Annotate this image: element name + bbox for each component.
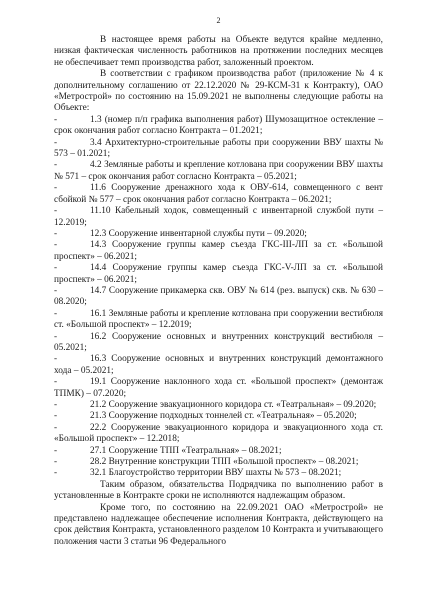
paragraph-intro: В настоящее время работы на Объекте ведутся крайне медленно, низкая фактическая численность работников на протяжении последних месяцев не обеспечивает темп производства работ, заложенный проектом. — [54, 35, 383, 68]
list-dash: - — [54, 206, 58, 217]
list-item-text: 32.1 Благоустройство территории ВВУ шахты № 573 – 08.2021; — [90, 468, 342, 479]
list-item — [54, 377, 383, 400]
list-item — [54, 332, 383, 355]
list-dash: - — [54, 400, 58, 410]
page-number: 2 — [216, 16, 221, 25]
list-item — [54, 286, 383, 309]
list-dash: - — [54, 137, 58, 148]
list-item — [54, 263, 383, 286]
list-item — [54, 446, 383, 457]
list-dash: - — [54, 422, 58, 433]
list-item-text: 28.2 Внутренние конструкции ТПП «Большой проспект» – 08.2021; — [90, 457, 359, 468]
list-dash: - — [54, 377, 58, 388]
list-item — [54, 468, 383, 479]
list-dash: - — [54, 160, 58, 171]
list-item — [54, 309, 383, 332]
list-item-text: 3.4 Архитектурно-строительные работы при сооружении ВВУ шахты № 573 – 01.2021; — [54, 137, 383, 160]
list-item — [54, 423, 383, 446]
list-item-text: 16.1 Земляные работы и крепление котлована при сооружении вестибюля ст. «Большой проспект» – 12.2019; — [54, 308, 383, 331]
list-dash: - — [54, 468, 58, 479]
list-item — [54, 240, 383, 263]
paragraph-security: Кроме того, по состоянию на 22.09.2021 ОАО «Метрострой» не представлено надлежащее обеспечение исполнения Контракта, действующего на срок действия Контракта, установленного разделом 10 Контракта и учитывающего положения части 3 статьи 96 Федерального — [54, 502, 383, 547]
list-item — [54, 354, 383, 377]
list-item — [54, 206, 383, 229]
list-dash: - — [54, 354, 58, 365]
list-item-text: 19.1 Сооружение наклонного хода ст. «Большой проспект» (демонтаж ТПМК) – 07.2020; — [54, 377, 383, 399]
list-item-text: 14.3 Сооружение группы камер съезда ГКС-III-ЛП за ст. «Большой проспект» – 06.2021; — [54, 240, 383, 262]
list-dash: - — [54, 411, 58, 422]
list-item — [54, 400, 383, 411]
list-item-text: 21.2 Сооружение эвакуационного коридора ст. «Театральная» – 09.2020; — [90, 400, 377, 410]
list-dash: - — [54, 263, 58, 274]
list-item-text: 12.3 Сооружение инвентарной службы пути – 09.2020; — [90, 228, 307, 239]
list-item-text: 14.7 Сооружение прикамерка скв. ОВУ № 614 (рез. выпуск) скв. № 630 – 08.2020; — [54, 285, 383, 308]
list-item-text: 4.2 Земляные работы и крепление котлована при сооружении ВВУ шахты № 571 – срок окончания работ согласно Контракта – 05.2021; — [54, 160, 383, 182]
list-dash: - — [54, 228, 58, 239]
list-item — [54, 115, 383, 138]
list-item — [54, 138, 383, 161]
list-item — [54, 457, 383, 468]
list-dash: - — [54, 308, 58, 319]
paragraph-conclusion: Таким образом, обязательства Подрядчика по выполнению работ в установленные в Контракте сроки не исполняются надлежащим образом. — [54, 479, 383, 502]
list-dash: - — [54, 240, 58, 251]
list-dash: - — [54, 457, 58, 468]
list-item-text: 11.6 Сооружение дренажного хода к ОВУ-614, совмещенного с вент сбойкой № 577 – срок окончания работ согласно Контракта – 06.2021; — [54, 183, 383, 205]
list-item-text: 11.10 Кабельный ходок, совмещенный с инвентарной службой пути – 12.2019; — [54, 206, 383, 228]
list-item-text: 1.3 (номер п/п графика выполнения работ) Шумозащитное остекление – срок окончания работ согласно Контракта – 01.2021; — [54, 114, 383, 137]
unfinished-works-list — [54, 115, 383, 480]
list-item — [54, 411, 383, 422]
list-item-text: 16.2 Сооружение основных и внутренних конструкций вестибюля – 05.2021; — [54, 331, 383, 353]
list-item-text: 27.1 Сооружение ТПП «Театральная» – 08.2021; — [90, 445, 282, 456]
list-dash: - — [54, 114, 58, 125]
list-item-text: 21.3 Сооружение подходных тоннелей ст. «Театральная» – 05.2020; — [90, 411, 357, 422]
list-dash: - — [54, 183, 58, 194]
list-item-text: 16.3 Сооружение основных и внутренних конструкций демонтажного хода – 05.2021; — [54, 354, 383, 376]
list-item-text: 22.2 Сооружение эвакуационного коридора и эвакуационного хода ст. «Большой проспект» – 12.2018; — [54, 422, 383, 445]
list-dash: - — [54, 285, 58, 296]
list-dash: - — [54, 445, 58, 456]
list-item — [54, 183, 383, 206]
list-item-text: 14.4 Сооружение группы камер съезда ГКС-V-ЛП за ст. «Большой проспект» – 06.2021; — [54, 263, 383, 285]
list-item — [54, 229, 383, 240]
paragraph-schedule: В соответствии с графиком производства работ (приложение № 4 к дополнительному соглашению от 22.12.2020 № 29-КСМ-31 к Контракту), ОАО «Метрострой» по состоянию на 15.09.2021 не выполнены следующие работы на Объекте: — [54, 69, 383, 114]
list-dash: - — [54, 331, 58, 342]
list-item — [54, 160, 383, 183]
